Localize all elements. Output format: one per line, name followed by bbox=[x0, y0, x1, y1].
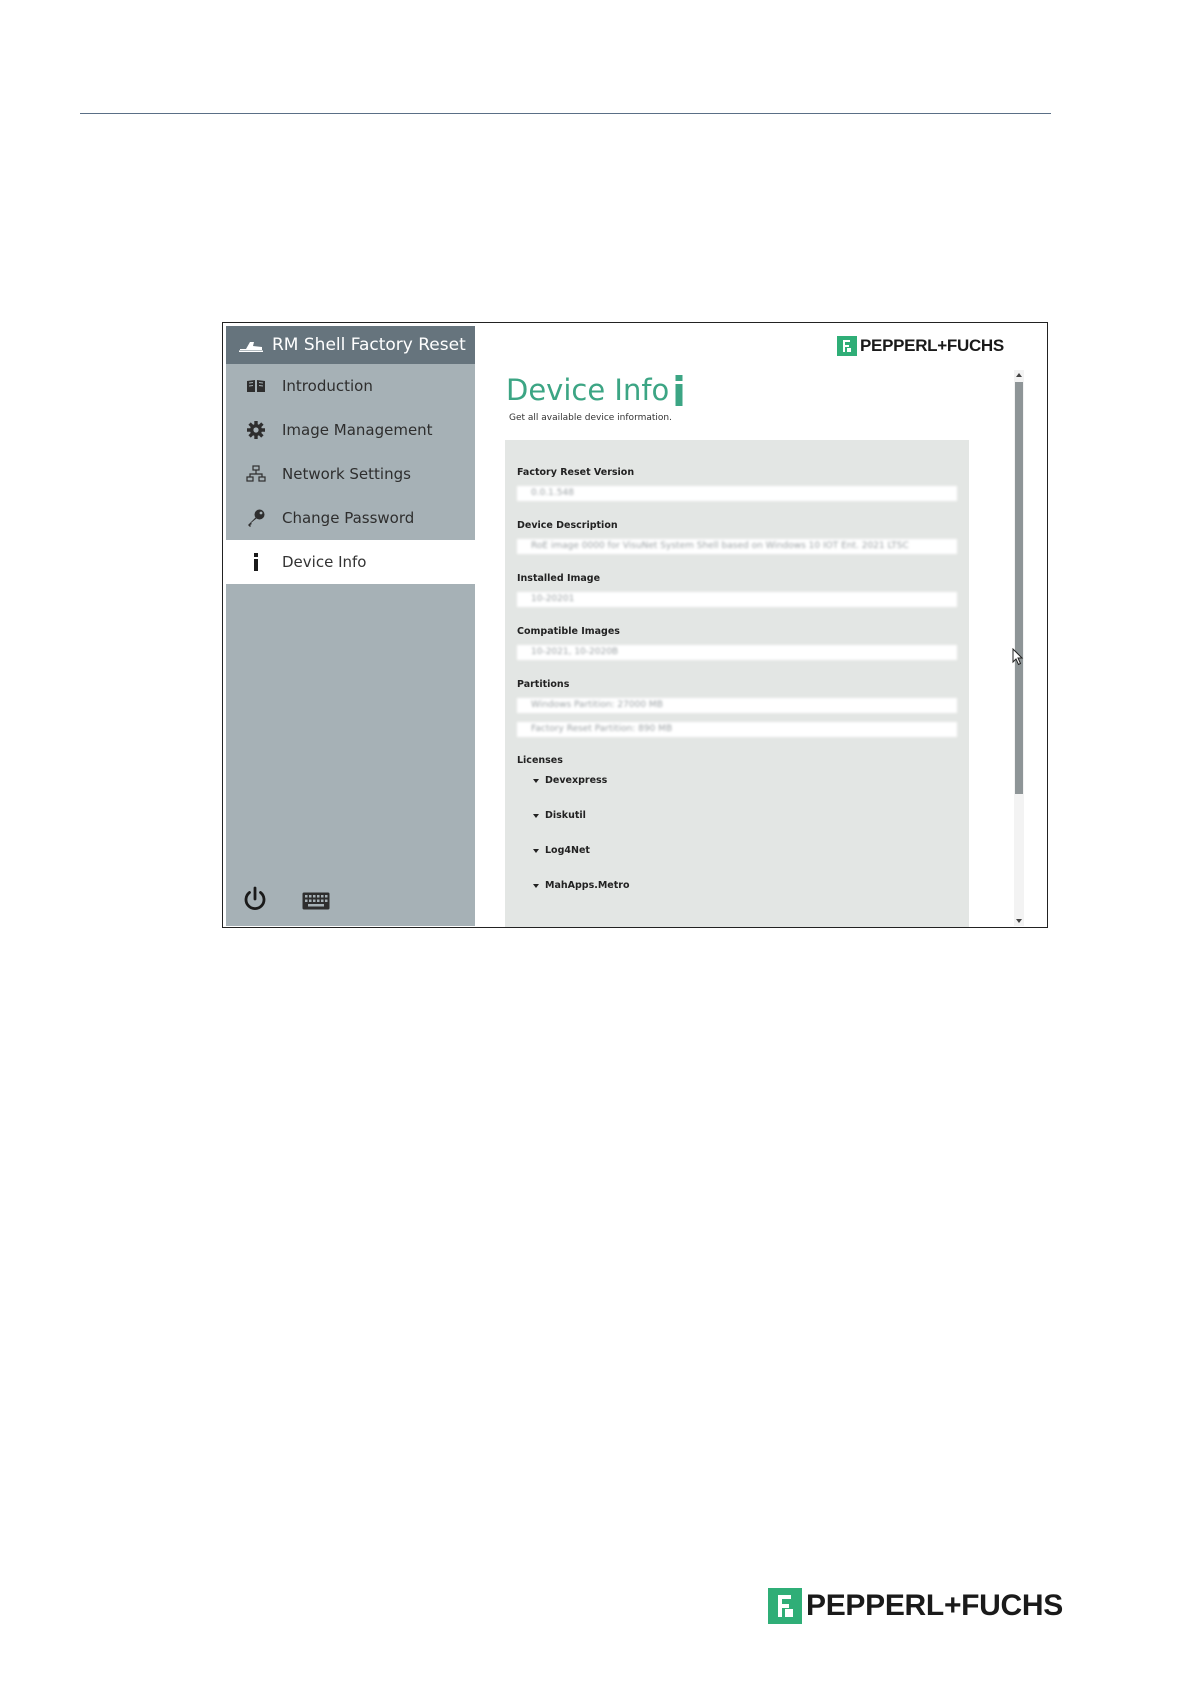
scroll-down-arrow-icon[interactable] bbox=[1014, 916, 1024, 926]
license-name: Log4Net bbox=[545, 845, 590, 856]
sidebar-footer bbox=[226, 876, 475, 926]
sidebar-item-label: Change Password bbox=[282, 509, 415, 527]
page-subtitle: Get all available device information. bbox=[509, 413, 672, 423]
license-item-devexpress[interactable] bbox=[533, 775, 607, 786]
factory-reset-version-field: 0.0.1.548 bbox=[517, 486, 957, 501]
compatible-images-field: 10-2021, 10-2020B bbox=[517, 645, 957, 660]
brand-mark-icon bbox=[768, 1588, 802, 1624]
book-icon bbox=[245, 375, 267, 397]
compatible-images-label: Compatible Images bbox=[517, 626, 620, 637]
license-name: Devexpress bbox=[545, 775, 608, 786]
app-title: RM Shell Factory Reset bbox=[272, 335, 466, 355]
device-description-field: RoE image 0000 for VisuNet System Shell based on Windows 10 IOT Ent. 2021 LTSC bbox=[517, 539, 957, 554]
keyboard-icon[interactable] bbox=[302, 892, 330, 910]
partitions-label: Partitions bbox=[517, 679, 570, 690]
partition-field: Factory Reset Partition: 890 MB bbox=[517, 722, 957, 737]
sidebar-item-label: Network Settings bbox=[282, 465, 411, 483]
scroll-up-arrow-icon[interactable] bbox=[1014, 370, 1024, 380]
license-item-diskutil[interactable] bbox=[533, 810, 586, 821]
sidebar-item-label: Image Management bbox=[282, 421, 433, 439]
page-title bbox=[506, 373, 683, 407]
footer-brand-logo bbox=[768, 1588, 1063, 1624]
chevron-down-icon bbox=[533, 849, 539, 853]
device-info-panel bbox=[505, 440, 969, 928]
brand-name: PEPPERL+FUCHS bbox=[860, 336, 1004, 355]
page-header-rule bbox=[80, 113, 1051, 114]
factory-reset-icon bbox=[238, 338, 264, 352]
chevron-down-icon bbox=[533, 814, 539, 818]
mouse-cursor-icon bbox=[1012, 648, 1024, 666]
key-icon bbox=[245, 507, 267, 529]
brand-name: PEPPERL+FUCHS bbox=[806, 1589, 1063, 1622]
license-name: MahApps.Metro bbox=[545, 880, 630, 891]
sidebar-item-label: Introduction bbox=[282, 377, 373, 395]
device-description-label: Device Description bbox=[517, 520, 618, 531]
network-icon bbox=[245, 463, 267, 485]
sidebar-item-image-management[interactable] bbox=[226, 408, 475, 452]
sidebar-nav bbox=[226, 364, 475, 584]
scroll-thumb[interactable] bbox=[1015, 382, 1023, 794]
app-header bbox=[226, 326, 475, 364]
page-title-text: Device Info bbox=[506, 373, 670, 407]
sidebar-item-network-settings[interactable] bbox=[226, 452, 475, 496]
brand-mark-icon bbox=[837, 336, 857, 356]
partition-field: Windows Partition: 27000 MB bbox=[517, 698, 957, 713]
installed-image-label: Installed Image bbox=[517, 573, 601, 584]
license-item-mahappsmetro[interactable] bbox=[533, 880, 630, 891]
licenses-label: Licenses bbox=[517, 755, 563, 766]
power-icon[interactable] bbox=[240, 884, 270, 914]
sidebar bbox=[226, 326, 475, 926]
app-window bbox=[222, 322, 1048, 928]
license-item-log4net[interactable] bbox=[533, 845, 590, 856]
chevron-down-icon bbox=[533, 779, 539, 783]
sidebar-item-change-password[interactable] bbox=[226, 496, 475, 540]
factory-reset-version-label: Factory Reset Version bbox=[517, 467, 635, 478]
sidebar-item-label: Device Info bbox=[282, 553, 367, 571]
chevron-down-icon bbox=[533, 884, 539, 888]
sidebar-item-introduction[interactable] bbox=[226, 364, 475, 408]
info-icon bbox=[245, 551, 267, 573]
info-icon bbox=[675, 375, 683, 406]
gear-icon bbox=[245, 419, 267, 441]
license-name: Diskutil bbox=[545, 810, 586, 821]
installed-image-field: 10-20201 bbox=[517, 592, 957, 607]
brand-logo bbox=[837, 336, 1004, 356]
sidebar-item-device-info[interactable] bbox=[226, 540, 475, 584]
